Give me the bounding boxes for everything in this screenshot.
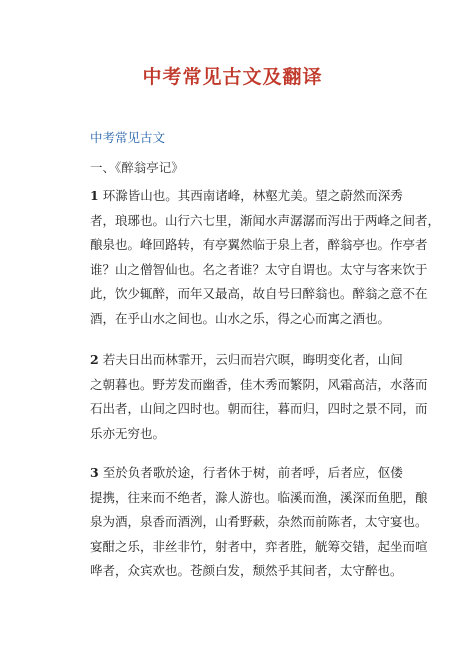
section-heading: 中考常见古文 [90, 130, 166, 145]
paragraph-line [90, 348, 403, 373]
paragraph-1 [90, 184, 441, 332]
paragraph-line: 酿泉也。峰回路转，有亭翼然临于泉上者，醉翁亭也。作亭者 [90, 237, 428, 253]
paragraph-line: 者，琅琊也。山行六七里，渐闻水声潺潺而泻出于两峰之间者， [90, 212, 441, 228]
paragraph-text: 若夫日出而林霏开，云归而岩穴暝，晦明变化者，山间 [102, 352, 403, 367]
paragraph-3 [90, 461, 428, 584]
paragraph-line: 此，饮少辄醉，而年又最高，故自号曰醉翁也。醉翁之意不在 [90, 286, 428, 302]
paragraph-number: 1 [90, 188, 99, 203]
paragraph-text: 至於负者歌於途，行者休于树，前者呼，后者应，伛偻 [102, 465, 403, 480]
paragraph-number: 3 [90, 465, 99, 480]
paragraph-line: 酒，在乎山水之间也。山水之乐，得之心而寓之酒也。 [90, 310, 391, 326]
paragraph-text: 环滁皆山也。其西南诸峰，林壑尤美。望之蔚然而深秀 [102, 188, 403, 203]
paragraph-line: 谁？山之僧智仙也。名之者谁？太守自谓也。太守与客来饮于 [90, 261, 428, 277]
paragraph-number: 2 [90, 352, 99, 367]
sub-heading: 一、《醉翁亭记》 [90, 160, 184, 175]
paragraph-2 [90, 348, 428, 446]
paragraph-line [90, 184, 403, 209]
paragraph-line [90, 461, 403, 486]
paragraph-line: 泉为酒，泉香而酒洌，山肴野蔌，杂然而前陈者，太守宴也。 [90, 514, 428, 530]
paragraph-line: 哗者，众宾欢也。苍颜白发，颓然乎其间者，太守醉也。 [90, 563, 403, 579]
paragraph-line: 提携，往来而不绝者，滁人游也。临溪而渔，溪深而鱼肥，酿 [90, 489, 428, 505]
paragraph-line: 宴酣之乐，非丝非竹，射者中，弈者胜，觥筹交错，起坐而喧 [90, 538, 428, 554]
paragraph-line: 石出者，山间之四时也。朝而往，暮而归，四时之景不同，而 [90, 401, 428, 417]
paragraph-line: 之朝暮也。野芳发而幽香，佳木秀而繁阴，风霜高洁，水落而 [90, 376, 428, 392]
document-title: 中考常见古文及翻译 [142, 66, 323, 88]
paragraph-line: 乐亦无穷也。 [90, 425, 166, 441]
